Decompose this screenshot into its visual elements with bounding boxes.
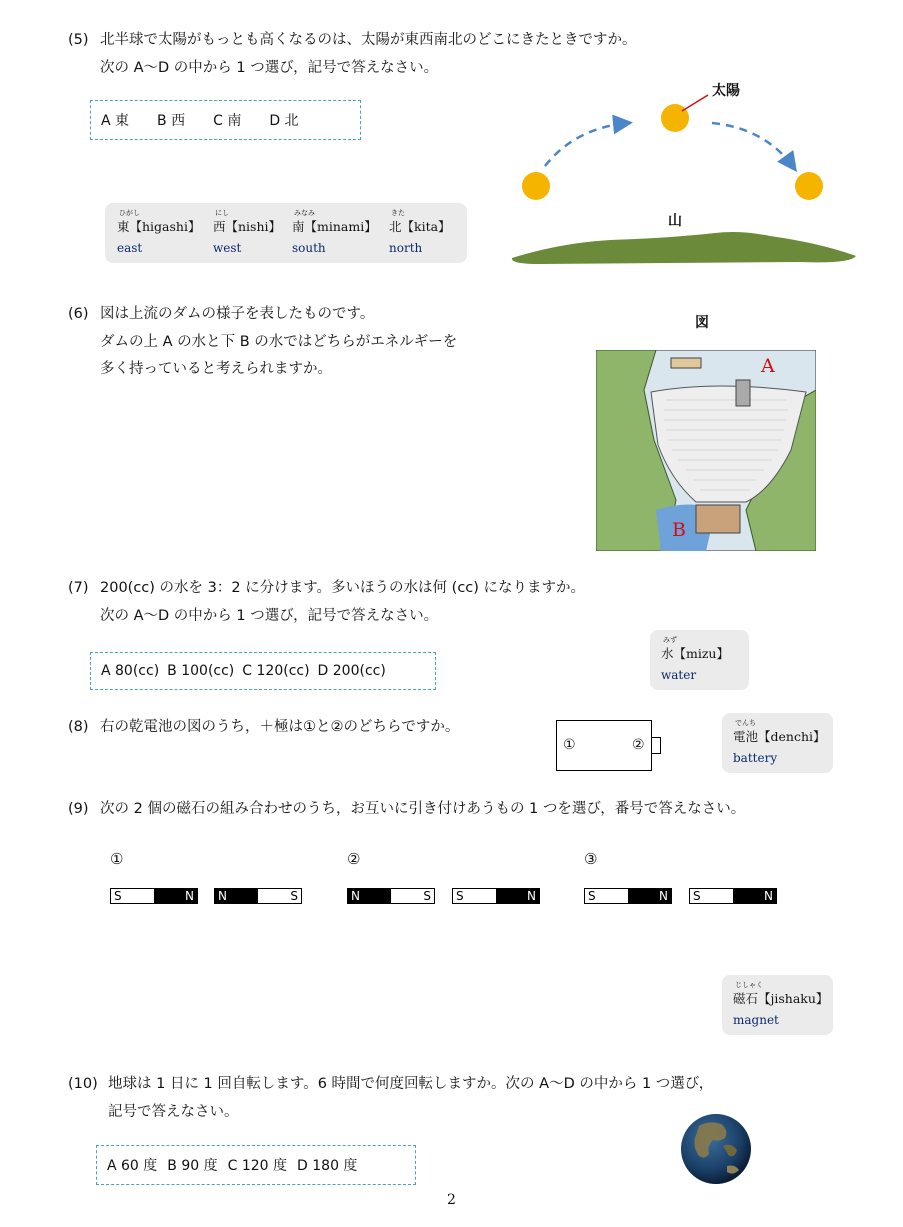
q10-choice-b[interactable]: B 90 度 (167, 1158, 218, 1174)
vocab-en: north (389, 241, 423, 255)
q5-vocab-box (105, 203, 467, 263)
q7-line2: 次の A～D の中から 1 つ選び，記号で答えなさい。 (100, 608, 439, 624)
pole: S (453, 889, 496, 903)
pole: S (690, 889, 733, 903)
vocab-ruby: きた (391, 209, 405, 217)
vocab-jp: 南【minami】 (292, 219, 377, 234)
pole: N (496, 889, 539, 903)
pole: N (215, 889, 258, 903)
battery-label-2: ② (632, 737, 645, 753)
magnet-3a (584, 888, 672, 904)
q7-number: (7) (68, 580, 89, 596)
dam-illustration (596, 350, 816, 551)
arrow-rising (545, 123, 628, 166)
q7-choice-c[interactable]: C 120(cc) (242, 663, 310, 679)
q10-text1: 地球は 1 日に 1 回自転します。6 時間で何度回転しますか。次の A～D の中から 1 つ選び， (108, 1076, 714, 1092)
vocab-south (292, 209, 377, 255)
q9-group2-label: ② (347, 850, 361, 868)
q5-choice-c[interactable]: C 南 (213, 113, 242, 129)
q6-line2: ダムの上 A の水と下 B の水ではどちらがエネルギーを (100, 334, 458, 350)
magnet-2a (347, 888, 435, 904)
vocab-ruby: にし (215, 209, 229, 217)
pole: N (348, 889, 391, 903)
q8-line1 (68, 717, 459, 737)
q5-choice-b[interactable]: B 西 (157, 113, 186, 129)
q5-line1 (68, 30, 637, 50)
vocab-jp: 水【mizu】 (661, 646, 729, 661)
vocab-magnet (733, 981, 829, 1027)
vocab-jp: 東【higashi】 (117, 219, 201, 234)
pole: S (391, 889, 434, 903)
q9-line1 (68, 799, 745, 819)
magnet-2b (452, 888, 540, 904)
vocab-ruby: みず (663, 636, 677, 644)
battery-label-1: ① (563, 737, 576, 753)
pole: N (733, 889, 776, 903)
vocab-ruby: みなみ (294, 209, 315, 217)
sun-label-line (682, 95, 708, 111)
vocab-battery (733, 719, 826, 765)
q8-text1: 右の乾電池の図のうち，＋極は①と②のどちらですか。 (100, 719, 460, 735)
q7-choice-b[interactable]: B 100(cc) (167, 663, 235, 679)
arrow-setting (712, 123, 794, 168)
pole: S (258, 889, 301, 903)
vocab-en: battery (733, 751, 778, 765)
vocab-en: water (661, 668, 697, 682)
vocab-north (389, 209, 451, 255)
vocab-en: east (117, 241, 143, 255)
q7-choices (90, 652, 436, 690)
magnet-1b (214, 888, 302, 904)
page-number: 2 (447, 1192, 456, 1208)
q5-text1: 北半球で太陽がもっとも高くなるのは、太陽が東西南北のどこにきたときですか。 (100, 32, 637, 48)
sun-west (795, 172, 823, 200)
vocab-en: west (213, 241, 242, 255)
vocab-jp: 磁石【jishaku】 (733, 991, 829, 1006)
q7-vocab-box (650, 630, 749, 690)
mountain-label: 山 (668, 213, 682, 229)
q5-choices (90, 100, 361, 140)
vocab-en: magnet (733, 1013, 779, 1027)
vocab-water (661, 636, 729, 682)
q6-text1: 図は上流のダムの様子を表したものです。 (100, 306, 375, 322)
q9-number: (9) (68, 801, 89, 817)
q8-vocab-box (722, 713, 833, 773)
dam-label-a: A (761, 355, 775, 377)
mountain (512, 232, 856, 264)
q10-choice-a[interactable]: A 60 度 (107, 1158, 158, 1174)
q9-group3-label: ③ (584, 850, 598, 868)
q9-vocab-box (722, 975, 833, 1035)
figure-title: 図 (695, 315, 709, 331)
q10-line2: 記号で答えなさい。 (108, 1104, 239, 1120)
pole: N (154, 889, 197, 903)
magnet-1a (110, 888, 198, 904)
q9-text1: 次の 2 個の磁石の組み合わせのうち，お互いに引き付けあうもの 1 つを選び，番号で答えなさい。 (100, 801, 746, 817)
earth-globe (679, 1112, 753, 1186)
q7-text1: 200(cc) の水を 3：2 に分けます。多いほうの水は何 (cc) になりますか。 (100, 580, 586, 596)
q5-line2: 次の A～D の中から 1 つ選び，記号で答えなさい。 (100, 60, 439, 76)
q10-choice-c[interactable]: C 120 度 (227, 1158, 288, 1174)
q7-choice-a[interactable]: A 80(cc) (101, 663, 160, 679)
sun-path-figure (500, 78, 870, 268)
pole: S (585, 889, 628, 903)
q10-choice-d[interactable]: D 180 度 (297, 1158, 358, 1174)
sun-east (522, 172, 550, 200)
vocab-ruby: ひがし (119, 209, 140, 217)
q7-choice-d[interactable]: D 200(cc) (317, 663, 386, 679)
pole: S (111, 889, 154, 903)
vocab-ruby: でんち (735, 719, 756, 727)
sun-label: 太陽 (712, 83, 740, 99)
q6-number: (6) (68, 306, 89, 322)
vocab-west (213, 209, 282, 255)
q9-group1-label: ① (110, 850, 124, 868)
battery-diagram (556, 720, 652, 771)
vocab-east (117, 209, 201, 255)
q7-line1 (68, 578, 585, 598)
q10-line1 (68, 1074, 713, 1094)
sun-top (661, 104, 689, 132)
dam-label-b: B (672, 519, 686, 541)
q5-number: (5) (68, 32, 89, 48)
q6-line3: 多く持っていると考えられますか。 (100, 361, 332, 377)
pole: N (628, 889, 671, 903)
vocab-ruby: じしゃく (735, 981, 763, 989)
vocab-en: south (292, 241, 326, 255)
q5-choice-d[interactable]: D 北 (269, 113, 299, 129)
q5-choice-a[interactable]: A 東 (101, 113, 130, 129)
vocab-jp: 西【nishi】 (213, 219, 282, 234)
q8-number: (8) (68, 719, 89, 735)
vocab-jp: 電池【denchi】 (733, 729, 826, 744)
q6-line1 (68, 304, 374, 324)
battery-terminal (652, 737, 661, 754)
q10-choices (96, 1145, 416, 1185)
vocab-jp: 北【kita】 (389, 219, 451, 234)
q10-number: (10) (68, 1076, 98, 1092)
magnet-3b (689, 888, 777, 904)
